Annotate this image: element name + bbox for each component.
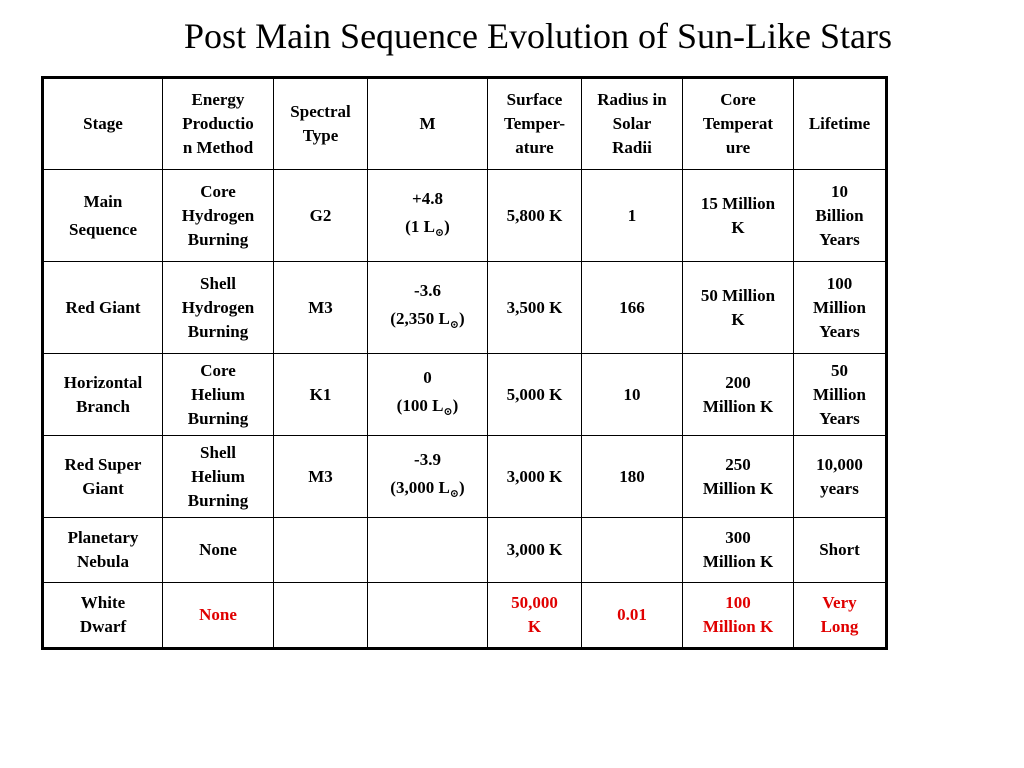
cell-energy: Shell Hydrogen Burning (163, 262, 274, 354)
cell-stage: Horizontal Branch (43, 354, 163, 436)
cell-spectral (274, 583, 368, 649)
cell-radius: 180 (582, 436, 683, 518)
table-row (43, 354, 887, 436)
sun-symbol-icon: ⊙ (443, 405, 453, 418)
cell-energy: Core Helium Burning (163, 354, 274, 436)
cell-lifetime: Short (794, 518, 887, 583)
cell-radius: 1 (582, 170, 683, 262)
cell-magnitude (368, 518, 488, 583)
cell-lifetime: 10,000 years (794, 436, 887, 518)
cell-lifetime: Very Long (794, 583, 887, 649)
cell-energy: Core Hydrogen Burning (163, 170, 274, 262)
table-row (43, 262, 887, 354)
cell-surface-temp: 3,000 K (488, 518, 582, 583)
header-surface-temperature: Surface Temper- ature (488, 78, 582, 170)
cell-stage: Red Giant (43, 262, 163, 354)
cell-surface-temp: 3,500 K (488, 262, 582, 354)
cell-radius: 166 (582, 262, 683, 354)
cell-magnitude: 0 (100 $L_⊙$) (368, 354, 488, 436)
evolution-table (41, 76, 888, 650)
cell-stage: Main Sequence (43, 170, 163, 262)
cell-magnitude: +4.8 (1 $L_⊙$) (368, 170, 488, 262)
cell-stage: White Dwarf (43, 583, 163, 649)
cell-core-temp: 15 Million K (683, 170, 794, 262)
cell-radius: 10 (582, 354, 683, 436)
cell-surface-temp: 3,000 K (488, 436, 582, 518)
cell-core-temp: 300 Million K (683, 518, 794, 583)
cell-spectral: G2 (274, 170, 368, 262)
header-energy-production: Energy Productio n Method (163, 78, 274, 170)
table-row (43, 436, 887, 518)
cell-lifetime: 50 Million Years (794, 354, 887, 436)
cell-radius (582, 518, 683, 583)
page-title: Post Main Sequence Evolution of Sun-Like Stars (184, 16, 892, 56)
cell-core-temp: 100 Million K (683, 583, 794, 649)
sun-symbol-icon: ⊙ (449, 487, 460, 500)
header-core-temperature: Core Temperat ure (683, 78, 794, 170)
cell-core-temp: 50 Million K (683, 262, 794, 354)
cell-spectral: K1 (274, 354, 368, 436)
cell-energy: Shell Helium Burning (163, 436, 274, 518)
table-row (43, 518, 887, 583)
cell-radius: 0.01 (582, 583, 683, 649)
header-stage: Stage (43, 78, 163, 170)
cell-lifetime: 10 Billion Years (794, 170, 887, 262)
cell-magnitude (368, 583, 488, 649)
cell-magnitude: -3.6 (2,350 $L_⊙$) (368, 262, 488, 354)
cell-magnitude: -3.9 (3,000 $L_⊙$) (368, 436, 488, 518)
cell-stage: Red Super Giant (43, 436, 163, 518)
table-row (43, 583, 887, 649)
header-radius: Radius in Solar Radii (582, 78, 683, 170)
cell-lifetime: 100 Million Years (794, 262, 887, 354)
header-row (43, 78, 887, 170)
cell-surface-temp: 50,000 K (488, 583, 582, 649)
header-absolute-magnitude: M (368, 78, 488, 170)
cell-core-temp: 200 Million K (683, 354, 794, 436)
header-lifetime: Lifetime (794, 78, 887, 170)
sun-symbol-icon: ⊙ (434, 226, 445, 239)
cell-spectral (274, 518, 368, 583)
cell-surface-temp: 5,000 K (488, 354, 582, 436)
cell-spectral: M3 (274, 436, 368, 518)
table-row (43, 170, 887, 262)
cell-core-temp: 250 Million K (683, 436, 794, 518)
cell-stage: Planetary Nebula (43, 518, 163, 583)
sun-symbol-icon: ⊙ (449, 318, 460, 331)
header-spectral-type: Spectral Type (274, 78, 368, 170)
cell-energy: None (163, 583, 274, 649)
cell-spectral: M3 (274, 262, 368, 354)
cell-surface-temp: 5,800 K (488, 170, 582, 262)
cell-energy: None (163, 518, 274, 583)
